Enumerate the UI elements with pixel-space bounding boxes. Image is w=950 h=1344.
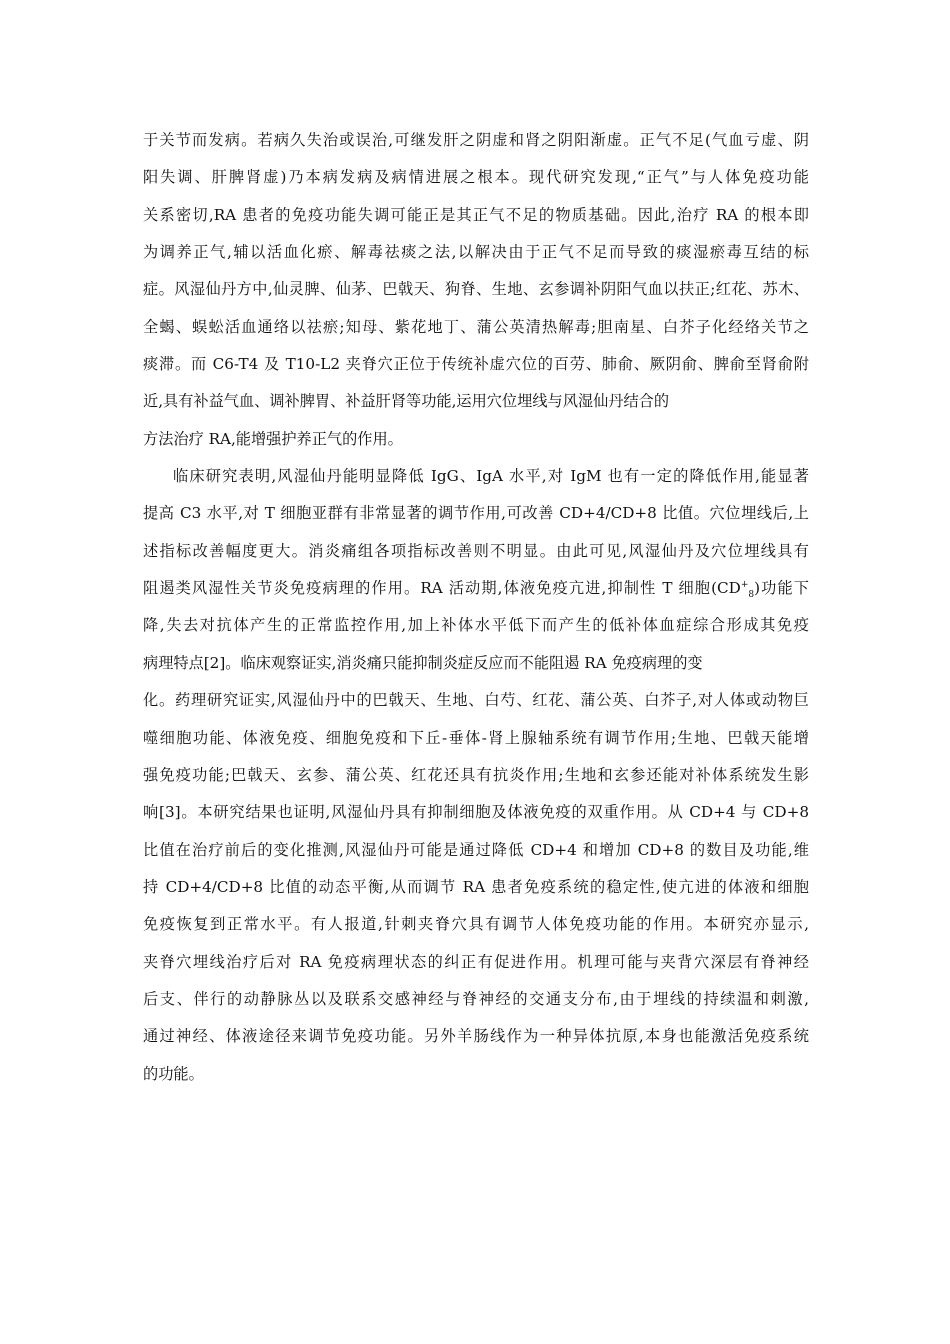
paragraph-start-line: 临床研究表明,风湿仙丹能明显降低 IgG、IgA 水平,对 IgM 也有一定的降低作用,能显著 <box>173 467 809 486</box>
text-line: 病理特点[2]。临床观察证实,消炎痛只能抑制炎症反应而不能阻遏 RA 免疫病理的变 <box>143 653 703 672</box>
text-line: 持 CD+4/CD+8 比值的动态平衡,从而调节 RA 患者免疫系统的稳定性,使亢进的体液和细胞 <box>143 877 809 896</box>
text-line: 响[3]。本研究结果也证明,风湿仙丹具有抑制细胞及体液免疫的双重作用。从 CD+4 与 CD+8 <box>143 803 809 822</box>
text-line: 强免疫功能;巴戟天、玄参、蒲公英、红花还具有抗炎作用;生地和玄参还能对补体系统发生影 <box>143 765 809 784</box>
text-line: 关系密切,RA 患者的免疫功能失调可能正是其正气不足的物质基础。因此,治疗 RA 的根本即 <box>143 205 809 224</box>
text-line: 比值在治疗前后的变化推测,风湿仙丹可能是通过降低 CD+4 和增加 CD+8 的数目及功能,维 <box>143 840 809 859</box>
superscript: + <box>740 580 749 591</box>
text-line-with-superscript <box>143 570 809 607</box>
text-line: 痰滞。而 C6-T4 及 T10-L2 夹脊穴正位于传统补虚穴位的百劳、肺俞、厥阴俞、脾俞至肾俞附 <box>143 355 809 374</box>
document-body <box>143 122 809 1093</box>
text-line: 通过神经、体液途径来调节免疫功能。另外羊肠线作为一种异体抗原,本身也能激活免疫系统 <box>143 1027 809 1046</box>
text-line: 夹脊穴埋线治疗后对 RA 免疫病理状态的纠正有促进作用。机理可能与夹背穴深层有脊神经 <box>143 952 809 971</box>
text-segment: )功能下 <box>754 579 809 598</box>
text-line: 阳失调、肝脾肾虚)乃本病发病及病情进展之根本。现代研究发现,“正气”与人体免疫功能 <box>143 168 809 187</box>
text-line: 述指标改善幅度更大。消炎痛组各项指标改善则不明显。由此可见,风湿仙丹及穴位埋线具有 <box>143 541 809 560</box>
text-line: 于关节而发病。若病久失治或误治,可继发肝之阴虚和肾之阴阳渐虚。正气不足(气血亏虚、阴 <box>143 131 809 149</box>
text-line: 全蝎、蜈蚣活血通络以祛瘀;知母、紫花地丁、蒲公英清热解毒;胆南星、白芥子化经络关节之 <box>143 317 809 336</box>
text-line: 提高 C3 水平,对 T 细胞亚群有非常显著的调节作用,可改善 CD+4/CD+8 比值。穴位埋线后,上 <box>143 504 809 523</box>
text-line: 免疫恢复到正常水平。有人报道,针刺夹脊穴具有调节人体免疫功能的作用。本研究亦显示, <box>143 915 809 934</box>
text-line: 噬细胞功能、体液免疫、细胞免疫和下丘-垂体-肾上腺轴系统有调节作用;生地、巴戟天能增 <box>143 728 809 747</box>
text-line: 方法治疗 RA,能增强护养正气的作用。 <box>143 429 403 448</box>
text-segment: 阻遏类风湿性关节炎免疫病理的作用。RA 活动期,体液免疫亢进,抑制性 T 细胞(CD <box>143 579 741 598</box>
text-line: 后支、伴行的动静脉丛以及联系交感神经与脊神经的交通支分布,由于埋线的持续温和刺激, <box>143 989 809 1008</box>
text-line: 降,失去对抗体产生的正常监控作用,加上补体水平低下而产生的低补体血症综合形成其免疫 <box>143 616 809 635</box>
text-line: 化。药理研究证实,风湿仙丹中的巴戟天、生地、白芍、红花、蒲公英、白芥子,对人体或动物巨 <box>143 691 809 710</box>
text-line: 近,具有补益气血、调补脾胃、补益肝肾等功能,运用穴位埋线与风湿仙丹结合的 <box>143 392 670 411</box>
text-line: 为调养正气,辅以活血化瘀、解毒祛痰之法,以解决由于正气不足而导致的痰湿瘀毒互结的标 <box>143 243 809 262</box>
text-line: 的功能。 <box>143 1064 204 1083</box>
subscript: 8 <box>748 590 755 601</box>
text-line: 症。风湿仙丹方中,仙灵脾、仙茅、巴戟天、狗脊、生地、玄参调补阴阳气血以扶正;红花、苏木、 <box>143 280 809 299</box>
